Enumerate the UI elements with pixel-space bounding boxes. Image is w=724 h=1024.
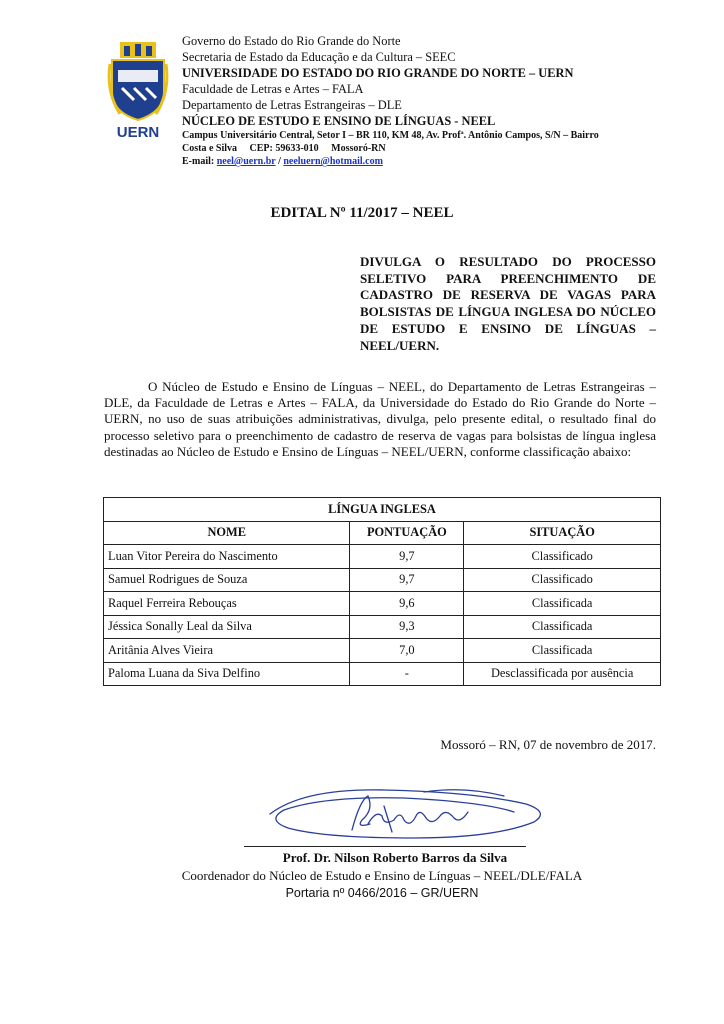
header-line-secretariat: Secretaria de Estado da Educação e da Cultura – SEEC [182, 50, 456, 64]
email-link-neel[interactable]: neel@uern.br [216, 156, 276, 167]
edital-body: O Núcleo de Estudo e Ensino de Línguas – NEEL, do Departamento de Letras Estrangeiras – DLE, da Faculdade de Letras e Artes – FALA, da Universidade do Estado do Rio Grande do Norte – UERN, no uso de suas atribuições administrativas, divulga, pelo presente edital, o resultado final do processo seletivo para o preenchimento de cadastro de reserva de vagas para bolsistas de língua inglesa destinadas ao Núcleo de Estudo e Ensino de Línguas – NEEL/UERN, conforme classificação abaixo: [104, 379, 656, 459]
signatory-role: Coordenador do Núcleo de Estudo e Ensino de Línguas – NEEL/DLE/FALA [181, 868, 583, 883]
table-row [104, 592, 661, 616]
row-status: Desclassificada por ausência [464, 662, 661, 686]
header-address-2: Costa e Silva CEP: 59633-010 Mossoró-RN [182, 143, 386, 154]
table-header-row [104, 521, 661, 545]
row-score: 7,0 [350, 639, 464, 663]
logo-text: UERN [116, 124, 160, 140]
institution-header [182, 33, 682, 168]
signature-line [244, 846, 526, 847]
table-row [104, 545, 661, 569]
header-line-government: Governo do Estado do Rio Grande do Norte [182, 34, 401, 48]
column-header-status: SITUAÇÃO [464, 521, 661, 545]
row-score: 9,7 [350, 568, 464, 592]
header-line-department: Departamento de Letras Estrangeiras – DLE [182, 98, 402, 112]
edital-title: EDITAL Nº 11/2017 – NEEL [270, 205, 454, 221]
header-address-1: Campus Universitário Central, Setor I – BR 110, KM 48, Av. Profª. Antônio Campos, S/N – Bairro [182, 130, 599, 141]
table-caption-row [104, 498, 661, 522]
email-link-hotmail[interactable]: neeluern@hotmail.com [283, 156, 383, 167]
row-status: Classificada [464, 592, 661, 616]
header-line-university: UNIVERSIDADE DO ESTADO DO RIO GRANDE DO NORTE – UERN [182, 66, 574, 80]
row-name: Jéssica Sonally Leal da Silva [104, 615, 350, 639]
signatory-name: Prof. Dr. Nilson Roberto Barros da Silva [282, 850, 508, 865]
row-score: - [350, 662, 464, 686]
email-label: E-mail: [182, 156, 215, 167]
row-name: Luan Vitor Pereira do Nascimento [104, 545, 350, 569]
row-status: Classificada [464, 615, 661, 639]
table-row [104, 615, 661, 639]
table-caption: LÍNGUA INGLESA [104, 498, 661, 522]
handwritten-signature [264, 780, 554, 844]
table-row [104, 639, 661, 663]
column-header-name: NOME [104, 521, 350, 545]
row-status: Classificado [464, 568, 661, 592]
row-name: Aritânia Alves Vieira [104, 639, 350, 663]
edital-summary: DIVULGA O RESULTADO DO PROCESSO SELETIVO PARA PREENCHIMENTO DE CADASTRO DE RESERVA DE VAGAS PARA BOLSISTAS DE LÍNGUA INGLESA DO NÚCLEO DE ESTUDO E ENSINO DE LÍNGUAS – NEEL/UERN. [360, 254, 656, 353]
place-date: Mossoró – RN, 07 de novembro de 2017. [440, 737, 656, 752]
row-name: Samuel Rodrigues de Souza [104, 568, 350, 592]
email-separator: / [275, 156, 284, 167]
row-name: Raquel Ferreira Rebouças [104, 592, 350, 616]
results-table [103, 497, 661, 686]
row-status: Classificada [464, 639, 661, 663]
uern-logo [106, 40, 170, 140]
header-line-nucleus: NÚCLEO DE ESTUDO E ENSINO DE LÍNGUAS - NEEL [182, 114, 496, 128]
row-name: Paloma Luana da Siva Delfino [104, 662, 350, 686]
signatory-ordinance: Portaria nº 0466/2016 – GR/UERN [285, 886, 479, 900]
table-row [104, 568, 661, 592]
column-header-score: PONTUAÇÃO [350, 521, 464, 545]
row-status: Classificado [464, 545, 661, 569]
row-score: 9,6 [350, 592, 464, 616]
header-email [182, 155, 682, 168]
row-score: 9,3 [350, 615, 464, 639]
row-score: 9,7 [350, 545, 464, 569]
table-row [104, 662, 661, 686]
header-line-faculty: Faculdade de Letras e Artes – FALA [182, 82, 364, 96]
